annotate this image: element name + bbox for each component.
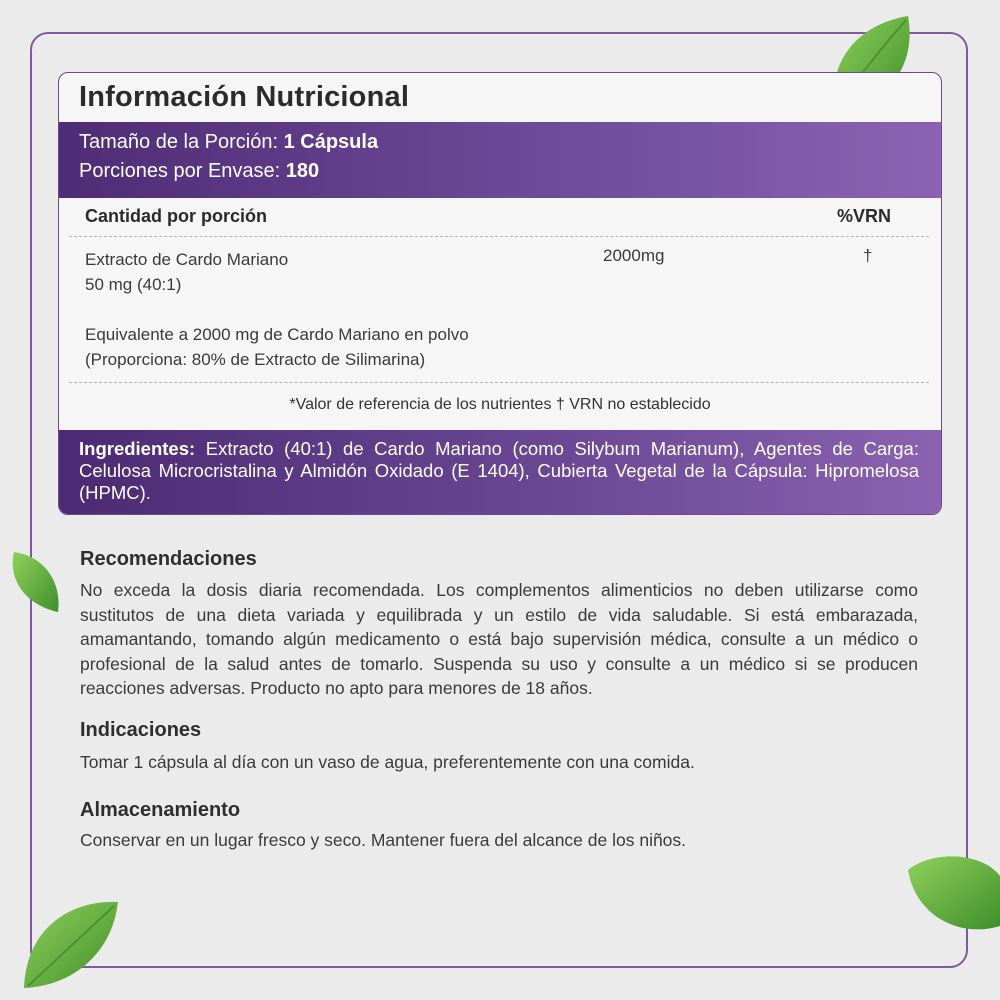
facts-title: Información Nutricional [79, 81, 410, 113]
ingredient-name-line1: Extracto de Cardo Mariano [85, 250, 289, 269]
serving-info-band [59, 122, 941, 198]
storage-title: Almacenamiento [80, 799, 241, 821]
storage-text: Conservar en un lugar fresco y seco. Mantener fuera del alcance de los niños. [80, 830, 687, 850]
servings-value: 180 [285, 160, 320, 182]
serving-size-value: 1 Cápsula [283, 131, 379, 153]
divider [69, 236, 929, 237]
divider [69, 382, 929, 383]
leaf-bottom-right-icon [902, 846, 1000, 936]
leaf-left-icon [4, 548, 64, 618]
ingredient-note-line1: Equivalente a 2000 mg de Cardo Mariano en polvo [85, 325, 469, 344]
serving-size-line [79, 131, 378, 154]
nutrition-facts-panel [58, 72, 942, 515]
servings-per-container-line [79, 160, 319, 183]
indications-title: Indicaciones [80, 719, 202, 741]
serving-size-label: Tamaño de la Porción: [79, 131, 279, 153]
servings-label: Porciones por Envase: [79, 160, 281, 182]
ingredients-band [59, 430, 941, 515]
recommendations-text: No exceda la dosis diaria recomendada. Los complementos alimenticios no deben utilizarse como sustitutos de una dieta variada y equilibrada y un estilo de vida saludable. Si está embarazada, amamantando, tomando algún medicamento o está bajo supervisión médica, consulte a un médico o profesional de la salud antes de tomarlo. Suspenda su uso y consulte a un médico si se producen reacciones adversas. Producto no apto para menores de 18 años. [80, 580, 918, 698]
ingredients-text: Extracto (40:1) de Cardo Mariano (como Silybum Marianum), Agentes de Carga: Celulosa Microcristalina y Almidón Oxidado (E 1404), Cubierta Vegetal de la Cápsula: Hipromelosa (HPMC). [79, 438, 919, 503]
ingredients-label: Ingredientes: [79, 438, 196, 459]
ingredient-note-line2: (Proporciona: 80% de Extracto de Silimarina) [85, 350, 426, 369]
vrn-header: %VRN [837, 206, 892, 226]
vrn-footnote: *Valor de referencia de los nutrientes † VRN no establecido [289, 396, 711, 413]
ingredient-name [85, 247, 288, 297]
ingredient-note [85, 322, 469, 372]
indications-text: Tomar 1 cápsula al día con un vaso de agua, preferentemente con una comida. [80, 752, 695, 772]
recommendations-title: Recomendaciones [80, 548, 257, 570]
ingredient-amount: 2000mg [603, 246, 665, 265]
ingredient-vrn: † [863, 246, 873, 265]
amount-per-serving-header: Cantidad por porción [85, 206, 267, 226]
leaf-bottom-left-icon [16, 896, 126, 996]
ingredient-name-line2: 50 mg (40:1) [85, 275, 182, 294]
